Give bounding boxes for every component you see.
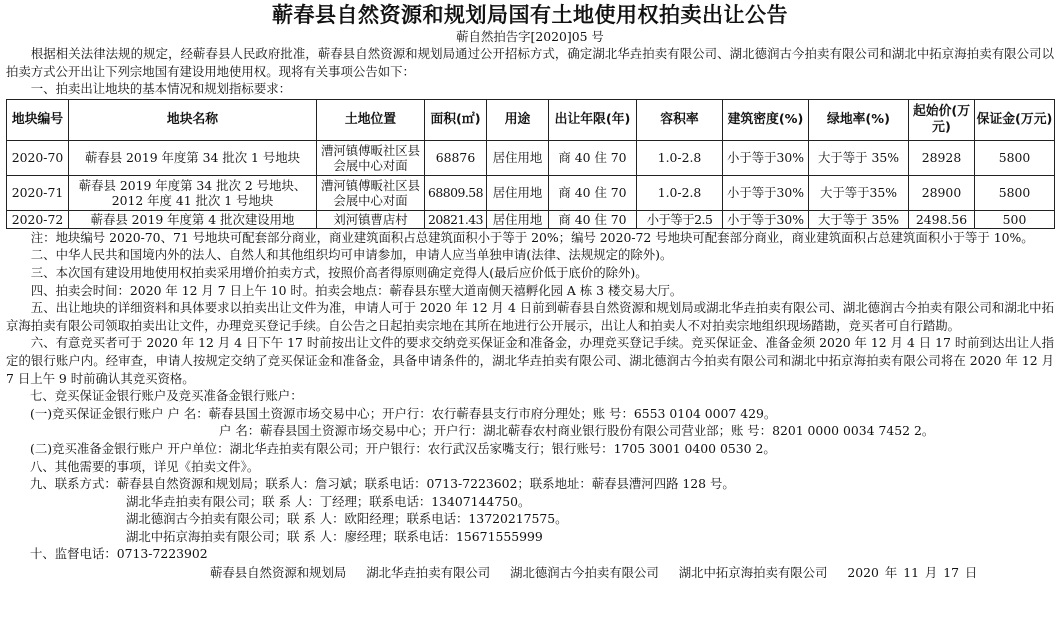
intro-paragraph: 根据相关法律法规的规定，经蕲春县人民政府批准，蕲春县自然资源和规划局通过公开招标方式，确定湖北华垚拍卖有限公司、湖北德润古今拍卖有限公司和湖北中拓京海拍卖有限公司以拍卖方式公开出让下列宗地国有建设用地使用权。现将有关事项公告如下：: [6, 46, 1054, 79]
header-use: 用途: [487, 99, 549, 140]
cell-location: 漕河镇傅畈社区县会展中心对面: [317, 175, 425, 210]
section-2: 二、中华人民共和国境内外的法人、自然人和其他组织均可申请参加，申请人应当单独申请(法律、法规规定的除外)。: [30, 247, 673, 263]
contact-line-zhongtuo: 湖北中拓京海拍卖有限公司；联 系 人：廖经理；联系电话：15671555999: [126, 528, 543, 544]
cell-deposit: 5800: [975, 140, 1055, 175]
cell-price: 28900: [909, 175, 975, 210]
footer-date: 2020 年 11 月 17 日: [847, 565, 978, 581]
cell-area: 68876: [425, 140, 487, 175]
cell-green: 大于等于 35%: [809, 140, 909, 175]
cell-use: 居住用地: [487, 175, 549, 210]
signature-footer: [6, 563, 1054, 582]
section-3: 三、本次国有建设用地使用权拍卖采用增价拍卖方式，按照价高者得原则确定竞得人(最后应价低于底价的除外)。: [30, 264, 648, 280]
section-7-heading: 七、竞买保证金银行账户及竞买准备金银行账户：: [30, 388, 303, 404]
cell-density: 小于等于30%: [723, 175, 809, 210]
cell-density: 小于等于30%: [723, 140, 809, 175]
land-plots-table: [6, 99, 1055, 229]
cell-years: 商 40 住 70: [549, 175, 637, 210]
cell-plot-id: 2020-71: [7, 175, 69, 210]
section-8: 八、其他需要的事项，详见《拍卖文件》。: [30, 458, 260, 474]
reserve-account-line: (二)竞买准备金银行账户 开户单位：湖北华垚拍卖有限公司；开户银行：农行武汉岳家嘴支行；银行账号：1705 3001 0400 0530 2。: [30, 440, 776, 456]
table-note: 注：地块编号 2020-70、71 号地块可配套部分商业，商业建筑面积占总建筑面积小于等于 20%；编号 2020-72 号地块可配套部分商业，商业建筑面积占总建筑面积小于等于 10%。: [30, 229, 1034, 245]
header-deposit: 保证金(万元): [975, 99, 1055, 140]
cell-plot-name: 蕲春县 2019 年度第 34 批次 2 号地块、2012 年度 41 批次 1 号地块: [69, 175, 317, 210]
cell-plot-name: 蕲春县 2019 年度第 34 批次 1 号地块: [69, 140, 317, 175]
cell-use: 居住用地: [487, 140, 549, 175]
cell-far: 1.0-2.8: [637, 175, 723, 210]
cell-area: 68809.58: [425, 175, 487, 210]
table-row: [7, 175, 1055, 210]
cell-density: 小于等于30%: [723, 210, 809, 228]
cell-deposit: 5800: [975, 175, 1055, 210]
deposit-account-line-1: (一)竞买保证金银行账户 户 名：蕲春县国土资源市场交易中心；开户行：农行蕲春县支行市府分理处；账 号：6553 0104 0007 429。: [30, 405, 777, 421]
cell-area: 20821.43: [425, 210, 487, 228]
cell-far: 小于等于2.5: [637, 210, 723, 228]
section-4: 四、拍卖会时间：2020 年 12 月 7 日上午 10 时。拍卖会地点：蕲春县东壁大道南侧天禧孵化园 A 栋 3 楼交易大厅。: [30, 282, 683, 298]
footer-org-huayao: 湖北华垚拍卖有限公司: [366, 565, 491, 581]
cell-location: 刘河镇曹店村: [317, 210, 425, 228]
header-density: 建筑密度(%): [723, 99, 809, 140]
document-number: 蕲自然拍告字[2020]05 号: [456, 29, 604, 44]
cell-green: 大于等于35%: [809, 175, 909, 210]
page-title: 蕲春县自然资源和规划局国有土地使用权拍卖出让公告: [272, 3, 788, 27]
header-price: 起始价(万元): [909, 99, 975, 140]
footer-org-bureau: 蕲春县自然资源和规划局: [210, 565, 347, 581]
section-6: 六、有意竞买者可于 2020 年 12 月 4 日下午 17 时前按出让文件的要求交纳竞买保证金和准备金，办理竞买登记手续。竞买保证金、准备金须 2020 年 12 月 4 日 17 时前到达出让人指定的银行账户内。经审查，申请人按规定交纳了竞买保证金和准备金，具备申请条件的，湖北华垚拍卖有限公司、湖北德润古今拍卖有限公司和湖北中拓京海拍卖有限公司将在 2020 年 12 月 7 日上午 9 时前确认其竞买资格。: [6, 335, 1054, 386]
cell-years: 商 40 住 70: [549, 210, 637, 228]
cell-price: 28928: [909, 140, 975, 175]
header-area: 面积(㎡): [425, 99, 487, 140]
cell-years: 商 40 住 70: [549, 140, 637, 175]
section-1-heading: 一、拍卖出让地块的基本情况和规划指标要求：: [30, 81, 291, 97]
section-10-supervision-phone: 十、监督电话：0713-7223902: [30, 546, 208, 562]
footer-org-zhongtuo: 湖北中拓京海拍卖有限公司: [678, 565, 828, 581]
cell-plot-id: 2020-70: [7, 140, 69, 175]
cell-far: 1.0-2.8: [637, 140, 723, 175]
deposit-account-line-2: 户 名：蕲春县国土资源市场交易中心；开户行：湖北蕲春农村商业银行股份有限公司营业部；账 号：8201 0000 0034 7452 2。: [219, 423, 935, 439]
cell-plot-id: 2020-72: [7, 210, 69, 228]
section-5: 五、出让地块的详细资料和具体要求以拍卖出让文件为准，申请人可于 2020 年 12 月 4 日前到蕲春县自然资源和规划局或湖北华垚拍卖有限公司、湖北德润古今拍卖有限公司和湖北中拓京海拍卖有限公司领取拍卖出让文件，办理竞买登记手续。自公告之日起拍卖宗地在其所在地进行公开展示，出让人和拍卖人不对拍卖宗地组织现场踏勘，竞买者可自行踏勘。: [6, 300, 1054, 333]
header-plot-name: 地块名称: [69, 99, 317, 140]
contact-line-derun: 湖北德润古今拍卖有限公司；联 系 人：欧阳经理；联系电话：13720217575。: [126, 511, 568, 527]
cell-price: 2498.56: [909, 210, 975, 228]
table-header-row: [7, 99, 1055, 140]
table-row: [7, 210, 1055, 228]
header-plot-id: 地块编号: [7, 99, 69, 140]
contact-line-bureau: 九、联系方式：蕲春县自然资源和规划局；联系人：詹习斌；联系电话：0713-7223602；联系地址：蕲春县漕河四路 128 号。: [30, 476, 735, 492]
cell-plot-name: 蕲春县 2019 年度第 4 批次建设用地: [69, 210, 317, 228]
header-green: 绿地率(%): [809, 99, 909, 140]
cell-deposit: 500: [975, 210, 1055, 228]
cell-use: 居住用地: [487, 210, 549, 228]
footer-org-derun: 湖北德润古今拍卖有限公司: [510, 565, 659, 581]
header-far: 容积率: [637, 99, 723, 140]
header-years: 出让年限(年): [549, 99, 637, 140]
contact-line-huayao: 湖北华垚拍卖有限公司；联 系 人：丁经理；联系电话：13407144750。: [126, 493, 531, 509]
header-location: 土地位置: [317, 99, 425, 140]
cell-green: 大于等于 35%: [809, 210, 909, 228]
cell-location: 漕河镇傅畈社区县会展中心对面: [317, 140, 425, 175]
table-row: [7, 140, 1055, 175]
